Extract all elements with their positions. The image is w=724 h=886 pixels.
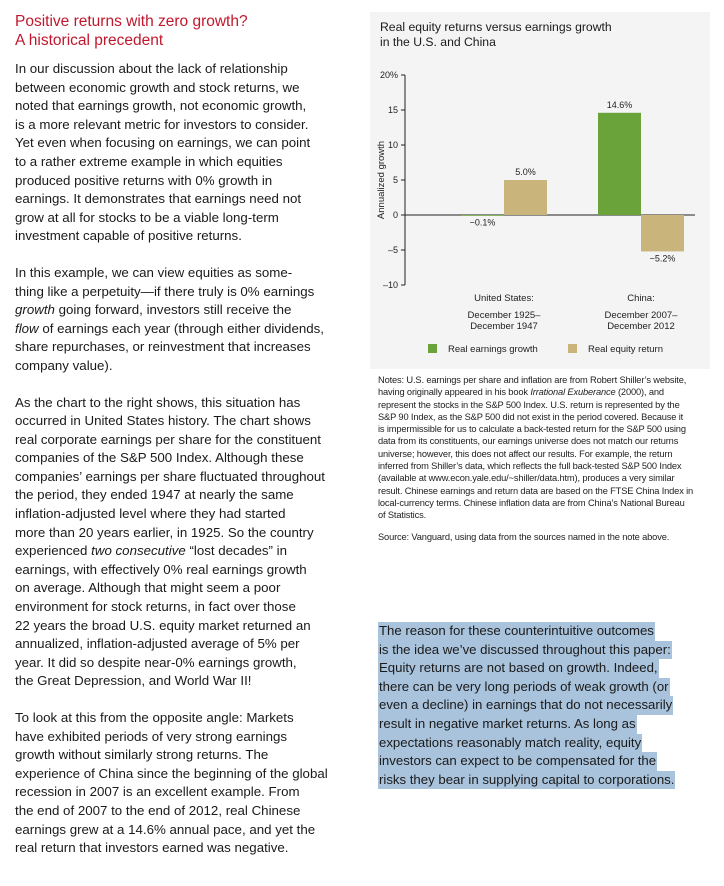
text-line: As the chart to the right shows, this situation has — [15, 394, 301, 410]
paragraph-china — [15, 709, 355, 858]
text-line: more than 20 years earlier, in 1925. So the country — [15, 524, 314, 540]
text-fragment: of earnings each year (through either dividends, — [38, 320, 324, 336]
text-line: year. It did so despite near-0% earnings growth, — [15, 654, 297, 670]
book-title: Irrational Exuberance — [530, 387, 616, 398]
category-period: December 1925– — [467, 310, 541, 321]
category-period: December 1947 — [470, 321, 538, 332]
category-period: December 2007– — [604, 310, 678, 321]
y-axis-label: Annualized growth — [376, 140, 387, 220]
y-tick-label: 10 — [387, 140, 398, 150]
chart-notes — [378, 374, 712, 543]
highlighted-line[interactable]: there can be very long periods of weak growth (or — [378, 678, 670, 697]
chart-title-line: Real equity returns versus earnings growth — [380, 20, 612, 34]
text-line — [15, 320, 355, 339]
text-line: share repurchases, or reinvestment that increases — [15, 339, 311, 355]
text-line: inflation-adjusted level where they had started — [15, 506, 286, 522]
data-label: −5.2% — [649, 253, 676, 264]
text-line: thing like a perpetuity—if there truly is 0% earnings — [15, 283, 315, 299]
text-line: environment for stock returns, in fact over those — [15, 599, 296, 615]
paragraph-us-history — [15, 394, 355, 692]
text-line: produced positive returns with 0% growth in — [15, 172, 273, 188]
y-tick-label: –10 — [382, 280, 398, 290]
legend-swatch — [568, 344, 577, 353]
text-line: investment capable of positive returns. — [15, 228, 242, 244]
notes-line: Notes: U.S. earnings per share and inflation are from Robert Shiller’s website, — [378, 375, 687, 385]
text-line: to a rather extreme example in which equities — [15, 153, 283, 169]
notes-line: inferred from Shiller’s data, which reflects the full back-tested S&P 500 Index — [378, 461, 682, 472]
highlighted-line[interactable]: Equity returns are not based on growth. Indeed, — [378, 659, 659, 678]
text-line: 22 years the broad U.S. equity market returned an — [15, 617, 311, 633]
notes-line: universe; however, this does not affect our results. For example, the return — [378, 448, 673, 459]
text-line: on average. Although that might seem a poor — [15, 580, 281, 596]
legend-label: Real earnings growth — [448, 344, 538, 355]
text-fragment: (2000), and — [615, 387, 664, 398]
text-fragment: experienced — [15, 543, 92, 559]
text-line: grow at all for stocks to be a viable long-term — [15, 209, 279, 225]
y-tick-label: 20% — [379, 70, 398, 80]
y-tick-label: 5 — [392, 175, 398, 185]
text-line: In our discussion about the lack of relationship — [15, 61, 288, 76]
emphasis-text: two consecutive — [91, 543, 186, 559]
text-line: growth without similarly strong returns. The — [15, 747, 269, 763]
category-label: China: — [627, 293, 655, 304]
text-line: between economic growth and stock returns, we — [15, 79, 300, 95]
text-fragment: going forward, investors still receive the — [54, 302, 292, 318]
highlighted-line[interactable]: The reason for these counterintuitive outcomes — [378, 622, 655, 641]
highlighted-line[interactable]: investors can expect to be compensated for the — [378, 752, 657, 771]
notes-line — [378, 386, 712, 398]
text-line: occurred in United States history. The chart shows — [15, 413, 311, 429]
highlighted-line[interactable]: risks they bear in supplying capital to corporations. — [378, 771, 675, 790]
text-line: noted that earnings growth, not economic growth, — [15, 98, 307, 114]
source-note: Source: Vanguard, using data from the sources named in the note above. — [378, 531, 670, 542]
text-line: company value). — [15, 357, 113, 373]
y-tick-label: 0 — [392, 210, 398, 220]
notes-line: (available at www.econ.yale.edu/~shiller/data.htm), produces a very similar — [378, 473, 675, 484]
highlighted-line[interactable]: result in negative market returns. As long as — [378, 715, 637, 734]
text-line: real corporate earnings per share for the constituent — [15, 431, 322, 447]
notes-line: data from its constituents, our earnings universe does not match our returns — [378, 436, 679, 447]
text-line: the end of 2007 to the end of 2012, real Chinese — [15, 802, 301, 818]
highlighted-line[interactable]: even a decline) in earnings that do not necessarily — [378, 696, 673, 715]
bar-real-equity-return — [504, 180, 547, 215]
y-tick-label: –5 — [387, 245, 398, 255]
bar-real-earnings-growth — [598, 113, 641, 215]
highlighted-line[interactable]: is the idea we’ve discussed throughout this paper: — [378, 641, 672, 660]
data-label: −0.1% — [469, 217, 496, 228]
bar-real-earnings-growth — [461, 215, 504, 216]
text-line: To look at this from the opposite angle: Markets — [15, 710, 294, 725]
text-line: earnings. It demonstrates that earnings need not — [15, 191, 302, 207]
text-line: have exhibited periods of very strong earnings — [15, 728, 288, 744]
section-heading — [15, 12, 355, 50]
emphasis-text: growth — [15, 302, 55, 318]
highlighted-passage[interactable] — [378, 622, 698, 789]
data-label: 5.0% — [515, 167, 536, 177]
notes-line: local-currency terms. Chinese inflation data are from China’s National Bureau — [378, 497, 685, 508]
legend-swatch — [428, 344, 437, 353]
text-line: experience of China since the beginning of the global — [15, 765, 328, 781]
y-tick-label: 15 — [387, 105, 398, 115]
text-line: earnings grew at a 14.6% annual pace, and yet the — [15, 821, 316, 837]
text-line: Yet even when focusing on earnings, we can point — [15, 135, 311, 151]
category-label: United States: — [474, 293, 534, 304]
paragraph-perpetuity — [15, 264, 355, 376]
left-column — [15, 12, 355, 876]
chart-panel — [370, 12, 710, 369]
text-line: the Great Depression, and World War II! — [15, 673, 252, 689]
legend-label: Real equity return — [588, 344, 663, 355]
emphasis-text: flow — [15, 320, 39, 336]
notes-line: result. Chinese earnings and return data are based on the FTSE China Index in — [378, 485, 694, 496]
text-line: recession in 2007 is an excellent example. From — [15, 784, 300, 800]
text-fragment: “lost decades” in — [185, 543, 288, 559]
chart-title-line: in the U.S. and China — [380, 35, 496, 49]
data-label: 14.6% — [606, 99, 633, 110]
text-line — [15, 542, 355, 561]
category-period: December 2012 — [607, 321, 675, 332]
heading-line: Positive returns with zero growth? — [15, 13, 248, 30]
text-fragment: having originally appeared in his book — [378, 387, 531, 398]
notes-line: represent the stocks in the S&P 500 Index. U.S. return is represented by the — [378, 399, 680, 410]
text-line: companies’ earnings per share fluctuated throughout — [15, 468, 325, 484]
notes-line: is impermissible for us to calculate a back-tested return for the S&P 500 using — [378, 424, 686, 435]
bar-chart — [370, 12, 710, 369]
text-line: In this example, we can view equities as some- — [15, 264, 293, 280]
notes-line: S&P 90 Index, as the S&P 500 did not exist in the period covered. Because it — [378, 411, 684, 422]
text-line: the period, they ended 1947 at nearly the same — [15, 487, 294, 503]
text-line: annualized, inflation-adjusted average of 5% per — [15, 636, 300, 652]
paragraph-intro — [15, 60, 355, 246]
heading-line: A historical precedent — [15, 32, 164, 49]
text-line — [15, 301, 355, 320]
text-line: companies of the S&P 500 Index. Although these — [15, 450, 304, 466]
right-column — [370, 12, 712, 369]
notes-line: of Statistics. — [378, 510, 427, 521]
text-line: real return that investors earned was negative. — [15, 840, 289, 856]
bar-real-equity-return — [641, 215, 684, 251]
highlighted-line[interactable]: expectations reasonably match reality, equity — [378, 734, 642, 753]
text-line: is a more relevant metric for investors to consider. — [15, 116, 309, 132]
text-line: earnings, with effectively 0% real earnings growth — [15, 561, 307, 577]
